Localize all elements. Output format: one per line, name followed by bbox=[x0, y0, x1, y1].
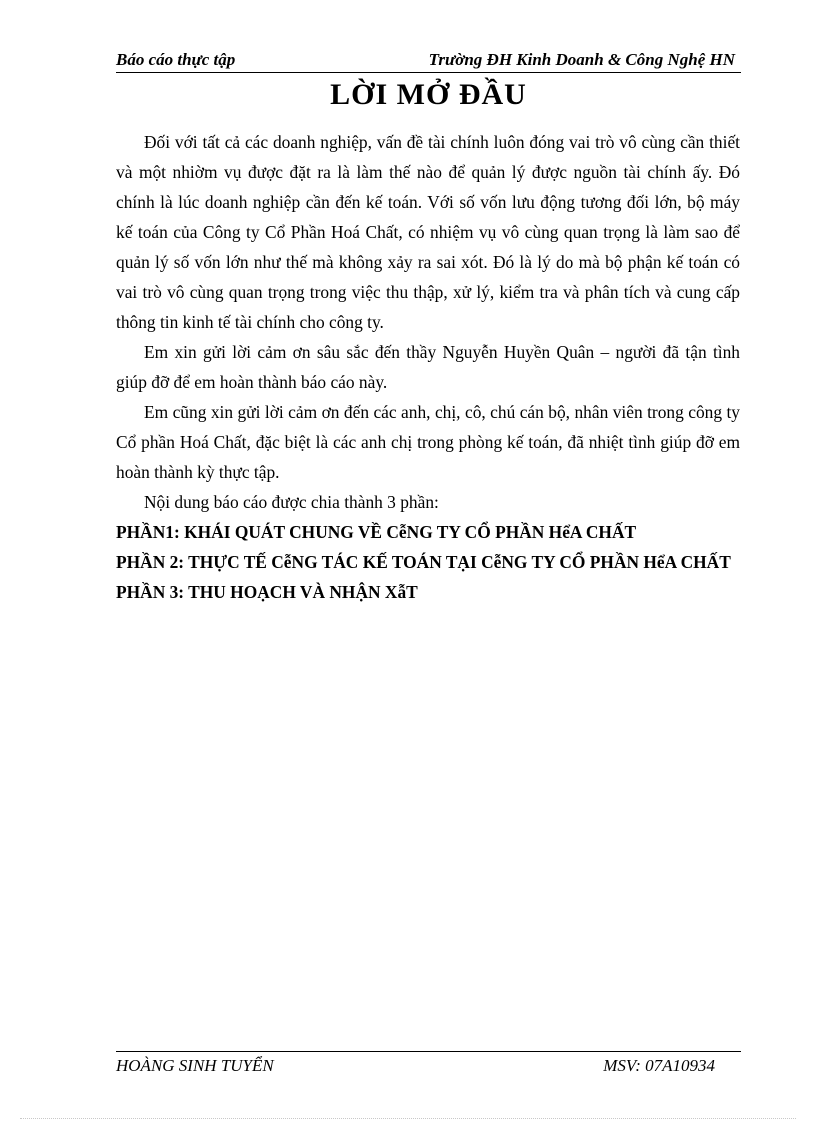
footer-student-id: MSV: 07A10934 bbox=[603, 1056, 715, 1075]
section-heading-2: PHẦN 2: THỰC TẾ CễNG TÁC KẾ TOÁN TẠI CễNG TY CỔ PHẦN HểA CHẤT bbox=[116, 552, 731, 572]
header-school-name: Trường ĐH Kinh Doanh & Công Nghệ HN bbox=[428, 50, 735, 69]
paragraph-thanks-teacher: Em xin gửi lời cảm ơn sâu sắc đến thầy Nguyễn Huyền Quân – người đã tận tình giúp đỡ để em hoàn thành báo cáo này. bbox=[116, 342, 740, 392]
header-report-label: Báo cáo thực tập bbox=[116, 50, 236, 69]
footer-author-name: HOÀNG SINH TUYỂN bbox=[116, 1056, 274, 1075]
paragraph-thanks-staff: Em cũng xin gửi lời cảm ơn đến các anh, chị, cô, chú cán bộ, nhân viên trong công ty Cổ phần Hoá Chất, đặc biệt là các anh chị trong phòng kế toán, đã nhiệt tình giúp đỡ em hoàn thành kỳ thực tập. bbox=[116, 402, 740, 482]
page-footer bbox=[116, 1051, 741, 1082]
page-bottom-divider bbox=[20, 1118, 796, 1119]
page-title: LỜI MỞ ĐẦU bbox=[330, 78, 527, 111]
paragraph-intro: Đối với tất cả các doanh nghiệp, vấn đề tài chính luôn đóng vai trò vô cùng cần thiết và một nhiờm vụ được đặt ra là làm thế nào để quản lý được nguồn tài chính ấy. Đó chính là lúc doanh nghiệp cần đến kế toán. Với số vốn lưu động tương đối lớn, bộ máy kế toán của Công ty Cổ Phần Hoá Chất, có nhiệm vụ vô cùng quan trọng là làm sao để quản lý số vốn lớn như thế mà không xảy ra sai xót. Đó là lý do mà bộ phận kế toán có vai trò vô cùng quan trọng trong việc thu thập, xử lý, kiểm tra và phân tích và cung cấp thông tin kinh tế tài chính cho công ty. bbox=[116, 132, 740, 332]
paragraph-content-overview: Nội dung báo cáo được chia thành 3 phần: bbox=[144, 492, 439, 512]
page-header bbox=[116, 48, 741, 73]
section-heading-1: PHẦN1: KHÁI QUÁT CHUNG VỀ CễNG TY CỔ PHẦN HểA CHẤT bbox=[116, 522, 637, 542]
section-heading-3: PHẦN 3: THU HOẠCH VÀ NHẬN XẫT bbox=[116, 582, 418, 602]
document-body bbox=[116, 127, 740, 607]
